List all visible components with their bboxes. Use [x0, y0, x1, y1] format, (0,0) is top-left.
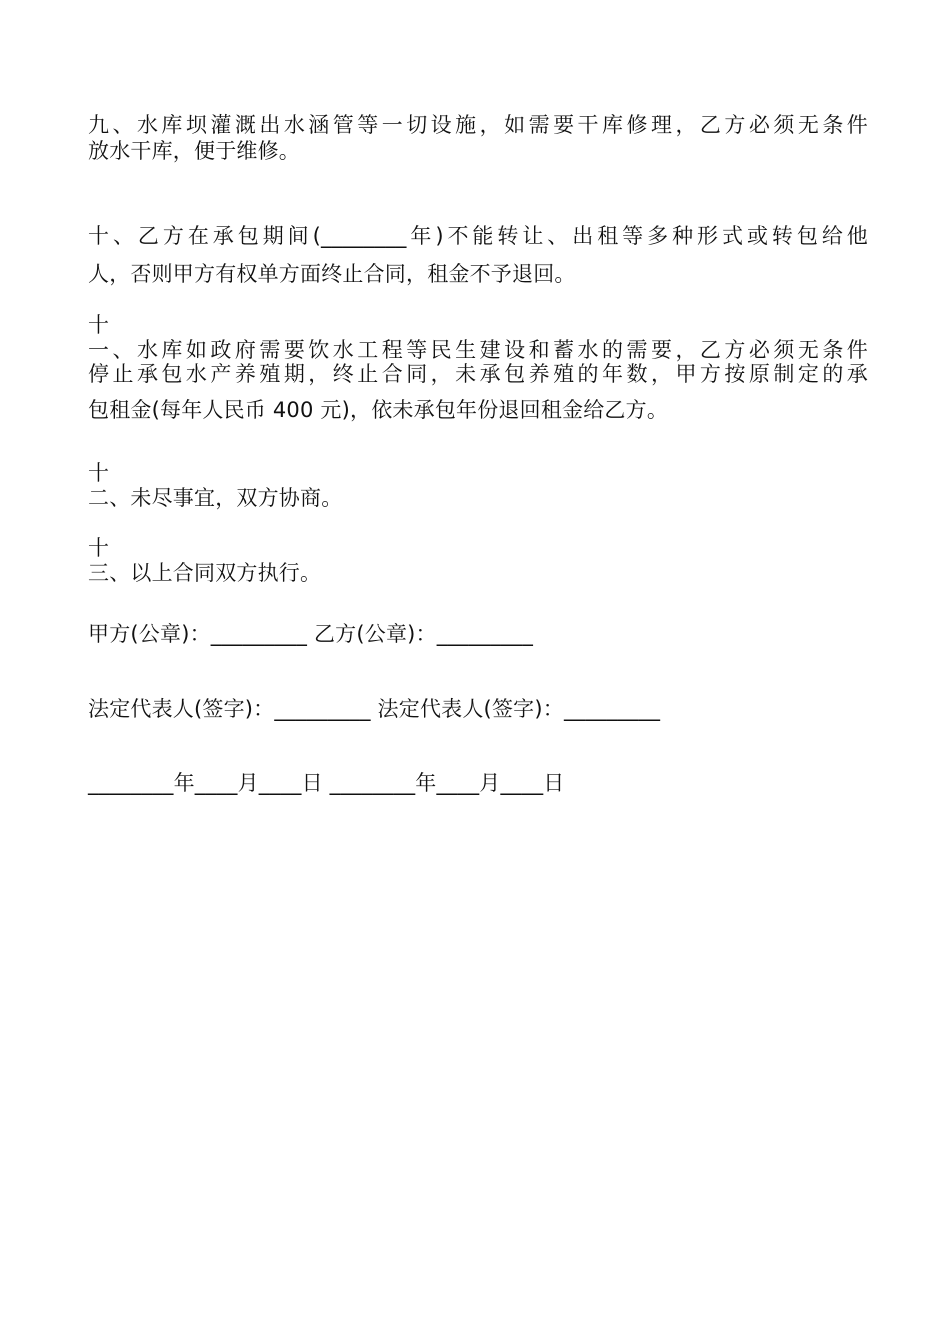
clause-13-number: 十	[88, 536, 110, 560]
seal-signature-line: 甲方(公章)：_________ 乙方(公章)：_________	[88, 622, 534, 646]
clause-11-line-3: 包租金(每年人民币 400 元)，依未承包年份退回租金给乙方。	[88, 398, 669, 422]
clause-12-line-1: 二、未尽事宜，双方协商。	[88, 486, 343, 510]
clause-12-number: 十	[88, 461, 110, 485]
clause-11-line-2: 停止承包水产养殖期，终止合同，未承包养殖的年数，甲方按原制定的承	[88, 362, 868, 386]
clause-11-number: 十	[88, 313, 110, 337]
clause-11-line-1: 一、水库如政府需要饮水工程等民生建设和蓄水的需要，乙方必须无条件	[88, 338, 868, 362]
clause-10-line-2: 人，否则甲方有权单方面终止合同，租金不予退回。	[88, 262, 576, 286]
clause-9-line-1: 九、水库坝灌溉出水涵管等一切设施，如需要干库修理，乙方必须无条件	[88, 113, 868, 137]
clause-9-line-2: 放水干库，便于维修。	[88, 139, 300, 163]
date-line: ________年____月____日 ________年____月____日	[88, 771, 565, 795]
clause-10-line-1: 十、乙方在承包期间(________年)不能转让、出租等多种形式或转包给他	[88, 224, 868, 248]
representative-signature-line: 法定代表人(签字)：_________ 法定代表人(签字)：_________	[88, 697, 661, 721]
clause-13-line-1: 三、以上合同双方执行。	[88, 561, 322, 585]
